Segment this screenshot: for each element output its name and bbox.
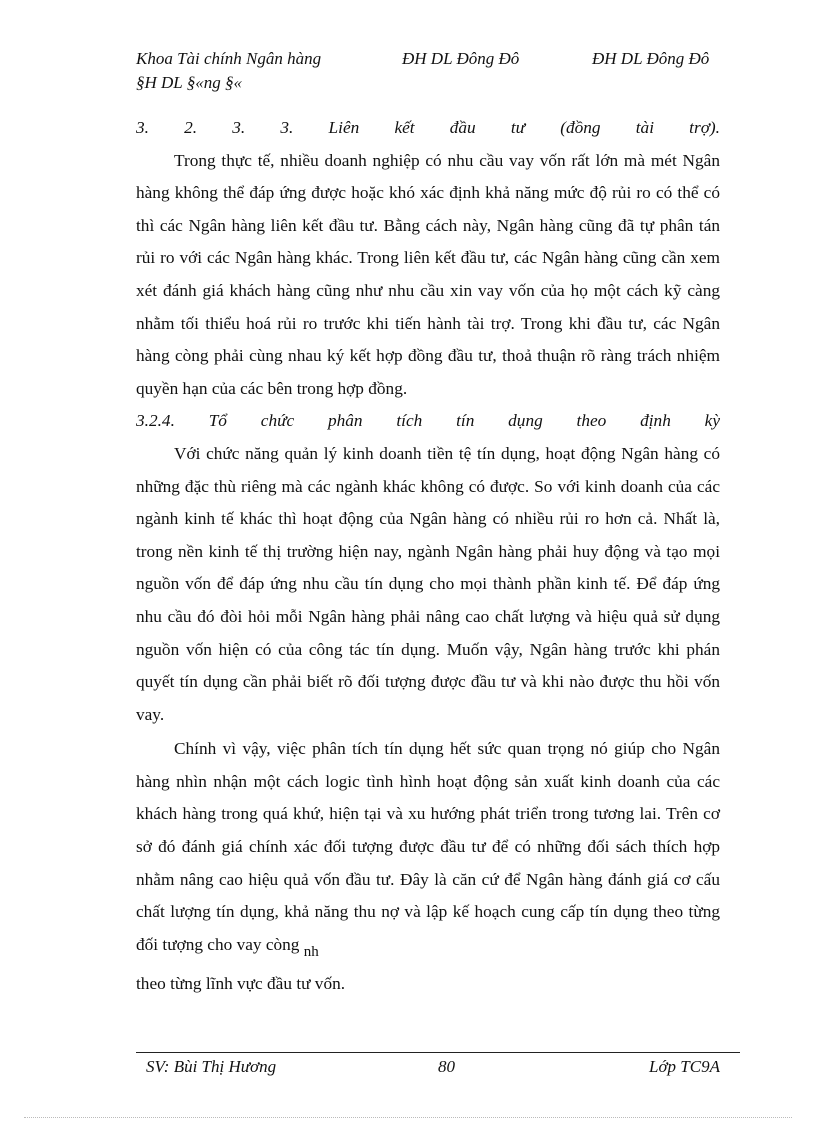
page-bottom-dotted-border [24,1117,792,1118]
document-body [136,112,720,1001]
paragraph-joint-investment: Trong thực tế, nhiều doanh nghiệp có nhu cầu vay vốn rất lớn mà mét Ngân hàng không thể đáp ứng được hoặc khó xác định khả năng mức độ rủi ro có thể có thì các Ngân hàng liên kết đầu tư. Bằng cách này, Ngân hàng cũng đã tự phân tán rủi ro với các Ngân hàng khác. Trong liên kết đầu tư, các Ngân hàng cũng cần xem xét đánh giá khách hàng cũng như nhu cầu xin vay vốn của họ một cách kỹ càng nhằm tối thiểu hoá rủi ro trước khi tiến hành tài trợ. Trong khi đầu tư, các Ngân hàng còng phải cùng nhau ký kết hợp đồng đầu tư, thoả thuận rõ ràng trách nhiệm quyền hạn của các bên trong hợp đồng. [136,150,720,398]
section-heading-3-2-3-3: 3. 2. 3. 3. Liên kết đầu tư (đồng tài trợ). [136,118,720,137]
section-heading-3-2-4: 3.2.4. Tổ chức phân tích tín dụng theo định kỳ [136,411,720,431]
header-garbled-school: §H DL §«ng §« [136,73,242,92]
footer-student-name: SV: Bùi Thị Hương [146,1057,277,1076]
trailing-fragment: nh [303,943,319,960]
paragraph-credit-analysis-text: Chính vì vậy, việc phân tích tín dụng hết sức quan trọng nó giúp cho Ngân hàng nhìn nhận một cách logic tình hình hoạt động sản xuất kinh doanh của các khách hàng trong quá khứ, hiện tại và xu hướng phát triển trong tương lai. Trên cơ sở đó đánh giá chính xác đối tượng được đầu tư để có những đối sách thích hợp nhằm nâng cao hiệu quả vốn đầu tư. Đây là căn cứ để Ngân hàng đánh giá cơ cấu chất lượng tín dụng, khả năng thu nợ và lập kế hoạch cung cấp tín dụng theo từng đối tượng cho vay còng [136,739,720,954]
footer-page-number: 80 [438,1057,455,1076]
paragraph-credit-analysis [136,733,720,968]
footer-divider [136,1052,740,1053]
header-school-repeat: ĐH DL Đông Đô [592,49,710,68]
header-school: ĐH DL Đông Đô [402,49,520,68]
paragraph-credit-management: Với chức năng quản lý kinh doanh tiền tệ tín dụng, hoạt động Ngân hàng có những đặc thù riêng mà các ngành khác không có được. So với kinh doanh của các ngành kinh tế khác thì hoạt động của Ngân hàng có nhiều rủi ro hơn cả. Nhất là, trong nền kinh tế thị trường hiện nay, ngành Ngân hàng phải huy động và tạo mọi nguồn vốn để đáp ứng nhu cầu tín dụng cho mọi thành phần kinh tế. Để đáp ứng nhu cầu đó đòi hỏi mỗi Ngân hàng phải nâng cao chất lượng và hiệu quả sử dụng nguồn vốn hiện có của công tác tín dụng. Muốn vậy, Ngân hàng trước khi phán quyết tín dụng cần phải biết rõ đối tượng được đầu tư và khi nào được thu hồi vốn vay. [136,443,720,724]
footer-class: Lớp TC9A [649,1057,720,1076]
paragraph-closing-line: theo từng lĩnh vực đầu tư vốn. [136,974,346,994]
header-faculty: Khoa Tài chính Ngân hàng [136,49,322,68]
